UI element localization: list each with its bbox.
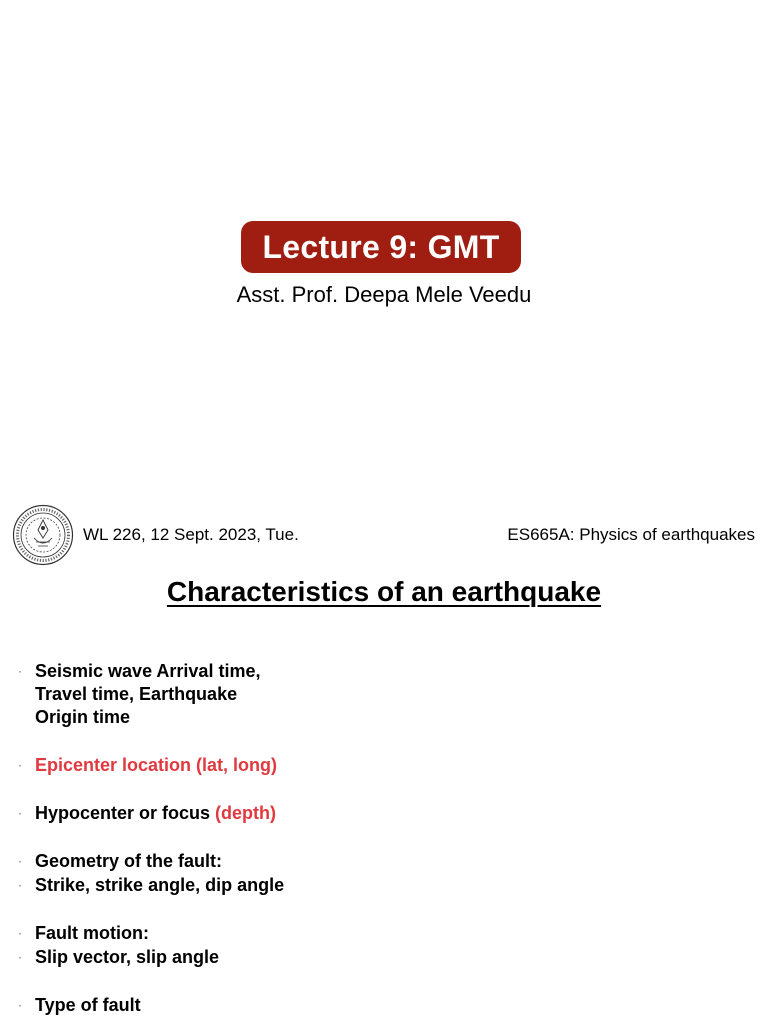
bullet-list	[0, 512, 768, 1024]
slide-heading: Characteristics of an earthquake	[166, 576, 602, 607]
bullet-dot: ·	[18, 806, 22, 820]
list-item-line: Seismic wave Arrival time,	[35, 661, 261, 681]
bullet-dot: ·	[18, 950, 22, 964]
list-item: Strike, strike angle, dip angle	[35, 875, 285, 895]
bullet-dot: ·	[18, 854, 22, 868]
content-slide	[0, 512, 768, 1024]
bullet-dot: ·	[18, 926, 22, 940]
author-name: Asst. Prof. Deepa Mele Veedu	[236, 282, 532, 307]
footer-course: ES665A: Physics of earthquakes	[507, 525, 755, 544]
list-item-line: Travel time, Earthquake	[35, 684, 238, 704]
list-item-line: Origin time	[35, 707, 131, 727]
list-item-text: Hypocenter or focus	[35, 803, 216, 823]
list-item: Epicenter location (lat, long)	[35, 755, 278, 775]
list-item: Type of fault	[35, 995, 141, 1015]
list-item: Slip vector, slip angle	[35, 947, 220, 967]
list-item: Geometry of the fault:	[35, 851, 223, 871]
list-item-highlight: (depth)	[215, 803, 277, 823]
bullet-dot: ·	[18, 998, 22, 1012]
lecture-title: Lecture 9: GMT	[241, 221, 521, 273]
bullet-dot: ·	[18, 758, 22, 772]
list-item: Fault motion:	[35, 923, 149, 943]
bullet-dot: ·	[18, 664, 22, 678]
footer-venue-date: WL 226, 12 Sept. 2023, Tue.	[83, 525, 299, 544]
bullet-dot: ·	[18, 878, 22, 892]
list-item	[35, 802, 276, 825]
list-item	[35, 660, 260, 729]
